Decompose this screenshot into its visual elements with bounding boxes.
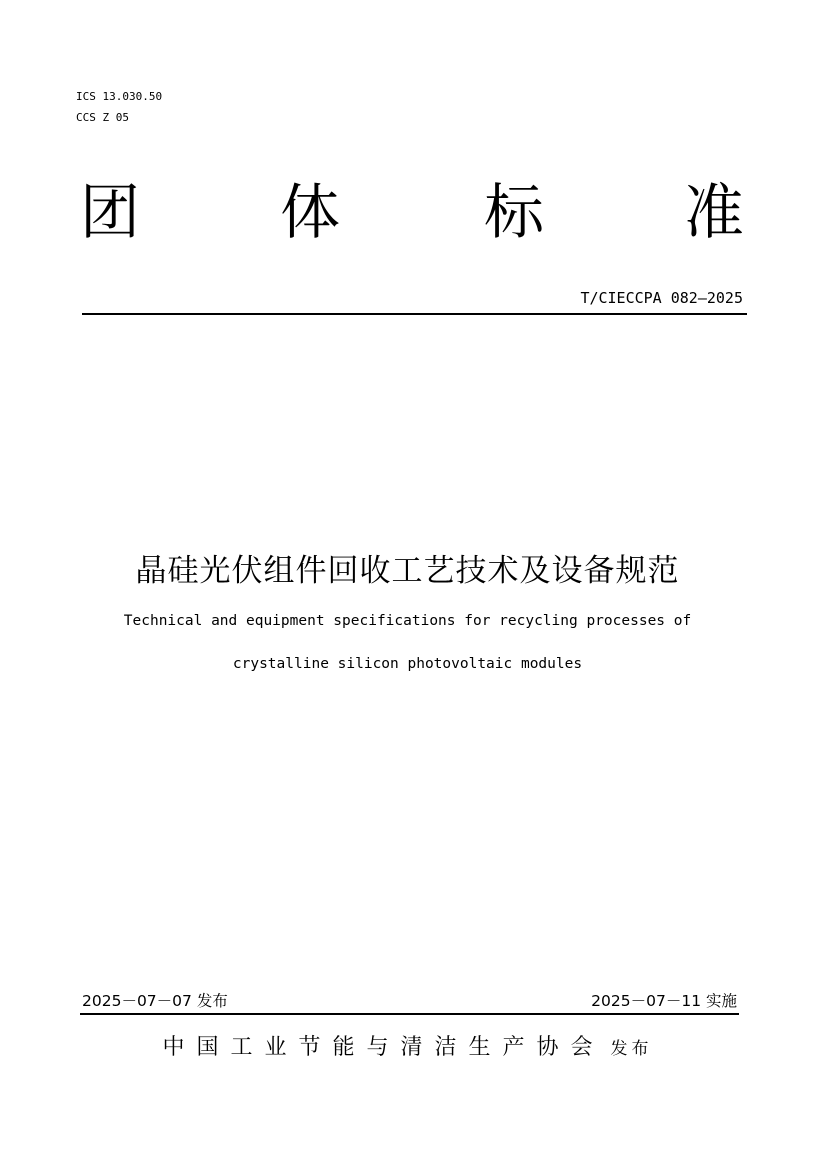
title-chinese: 晶硅光伏组件回收工艺技术及设备规范 bbox=[135, 553, 680, 589]
standard-number: T/CIECCPA 082—2025 bbox=[580, 289, 743, 307]
title-english-line-1: Technical and equipment specifications for recycling processes of bbox=[123, 613, 692, 629]
heading-char-3: 标 bbox=[484, 178, 544, 248]
top-divider bbox=[82, 313, 747, 315]
bottom-divider bbox=[80, 1013, 739, 1015]
publisher-name: 中国工业节能与清洁生产协会 bbox=[162, 1035, 605, 1060]
heading-char-4: 准 bbox=[684, 178, 744, 248]
document-type-heading bbox=[80, 178, 746, 248]
heading-char-2: 体 bbox=[280, 178, 340, 248]
ccs-code: CCS Z 05 bbox=[76, 111, 129, 124]
issue-date: 2025－07－07 发布 bbox=[82, 992, 228, 1010]
heading-char-1: 团 bbox=[80, 178, 140, 248]
ics-code: ICS 13.030.50 bbox=[76, 90, 163, 103]
implementation-date: 2025－07－11 实施 bbox=[591, 992, 737, 1010]
publisher-line bbox=[0, 1030, 815, 1061]
title-english-line-2: crystalline silicon photovoltaic modules bbox=[232, 656, 583, 672]
publisher-suffix: 发布 bbox=[610, 1039, 653, 1059]
classification-codes bbox=[76, 86, 162, 128]
